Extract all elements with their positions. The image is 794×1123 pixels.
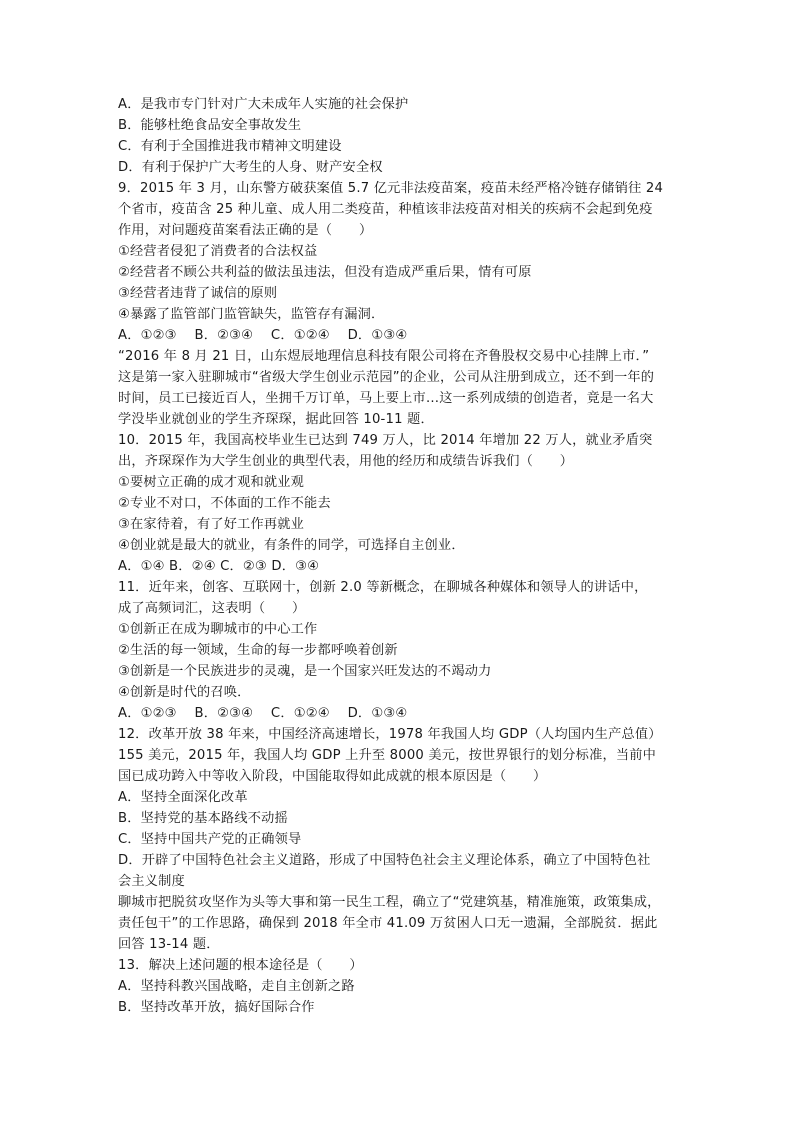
text-line: 学没毕业就创业的学生齐琛琛，据此回答 10-11 题． bbox=[118, 412, 434, 427]
text-line: 会主义制度 bbox=[118, 874, 185, 889]
text-line: D．有利于保护广大考生的人身、财产安全权 bbox=[118, 160, 383, 175]
text-line: 作用，对问题疫苗案看法正确的是（ ） bbox=[118, 223, 373, 238]
text-line: ②专业不对口，不体面的工作不能去 bbox=[118, 496, 331, 511]
text-line: ③创新是一个民族进步的灵魂，是一个国家兴旺发达的不竭动力 bbox=[118, 664, 492, 679]
text-line: B．坚持改革开放，搞好国际合作 bbox=[118, 1000, 315, 1015]
text-line: 9．2015 年 3 月，山东警方破获案值 5.7 亿元非法疫苗案，疫苗未经严格冷链存储销往 24 bbox=[118, 181, 664, 196]
text-line: D．开辟了中国特色社会主义道路，形成了中国特色社会主义理论体系，确立了中国特色社 bbox=[118, 853, 651, 868]
text-line: 这是第一家入驻聊城市“省级大学生创业示范园”的企业，公司从注册到成立，还不到一年的 bbox=[118, 370, 655, 385]
text-line: A．①④ B．②④ C．②③ D．③④ bbox=[118, 559, 320, 574]
text-line: B．坚持党的基本路线不动摇 bbox=[118, 811, 288, 826]
text-line: A．坚持全面深化改革 bbox=[118, 790, 248, 805]
text-line: ④创新是时代的召唤． bbox=[118, 685, 251, 700]
text-line: ④暴露了监管部门监管缺失，监管存有漏洞． bbox=[118, 307, 385, 322]
text-line: ①创新正在成为聊城市的中心工作 bbox=[118, 622, 318, 637]
text-line: 回答 13-14 题． bbox=[118, 937, 220, 952]
text-line: 聊城市把脱贫攻坚作为头等大事和第一民生工程，确立了“党建筑基，精准施策，政策集成， bbox=[118, 895, 661, 910]
text-line: C．坚持中国共产党的正确领导 bbox=[118, 832, 302, 847]
text-line: 责任包干”的工作思路，确保到 2018 年全市 41.09 万贫困人口无一遗漏，全部脱贫．据此 bbox=[118, 916, 658, 931]
text-line: A．是我市专门针对广大未成年人实施的社会保护 bbox=[118, 97, 409, 112]
text-line: ①要树立正确的成才观和就业观 bbox=[118, 475, 305, 490]
text-line: ③在家待着，有了好工作再就业 bbox=[118, 517, 305, 532]
text-line: 12．改革开放 38 年来，中国经济高速增长，1978 年我国人均 GDP（人均国内生产总值） bbox=[118, 727, 662, 742]
text-line: ③经营者违背了诚信的原则 bbox=[118, 286, 278, 301]
text-line: 11．近年来，创客、互联网十，创新 2.0 等新概念，在聊城各种媒体和领导人的讲话中， bbox=[118, 580, 648, 595]
text-line: ④创业就是最大的就业，有条件的同学，可选择自主创业． bbox=[118, 538, 465, 553]
text-line: C．有利于全国推进我市精神文明建设 bbox=[118, 139, 342, 154]
text-line: 个省市，疫苗含 25 种儿童、成人用二类疫苗，种植该非法疫苗对相关的疾病不会起到免疫 bbox=[118, 202, 653, 217]
text-line: ①经营者侵犯了消费者的合法权益 bbox=[118, 244, 318, 259]
text-line: ②经营者不顾公共利益的做法虽违法，但没有造成严重后果，情有可原 bbox=[118, 265, 532, 280]
text-line: A．①②③ B．②③④ C．①②④ D．①③④ bbox=[118, 706, 408, 721]
text-line: A．坚持科教兴国战略，走自主创新之路 bbox=[118, 979, 355, 994]
text-line: 155 美元，2015 年，我国人均 GDP 上升至 8000 美元，按世界银行的划分标准，当前中 bbox=[118, 748, 657, 763]
text-line: 时间，员工已接近百人，坐拥千万订单，马上要上市…这一系列成绩的创造者，竟是一名大 bbox=[118, 391, 654, 406]
text-line: B．能够杜绝食品安全事故发生 bbox=[118, 118, 302, 133]
text-line: ②生活的每一领域，生命的每一步都呼唤着创新 bbox=[118, 643, 398, 658]
text-line: 13．解决上述问题的根本途径是（ ） bbox=[118, 958, 363, 973]
document-page bbox=[118, 94, 678, 1018]
text-line: A．①②③ B．②③④ C．①②④ D．①③④ bbox=[118, 328, 408, 343]
text-line: 国已成功跨入中等收入阶段，中国能取得如此成就的根本原因是（ ） bbox=[118, 769, 547, 784]
text-line: 成了高频词汇，这表明（ ） bbox=[118, 601, 306, 616]
text-line: “2016 年 8 月 21 日，山东煜辰地理信息科技有限公司将在齐鲁股权交易中心挂牌上市．” bbox=[118, 349, 650, 364]
text-line: 出，齐琛琛作为大学生创业的典型代表，用他的经历和成绩告诉我们（ ） bbox=[118, 454, 574, 469]
text-line: 10．2015 年，我国高校毕业生已达到 749 万人，比 2014 年增加 22 万人，就业矛盾突 bbox=[118, 433, 653, 448]
